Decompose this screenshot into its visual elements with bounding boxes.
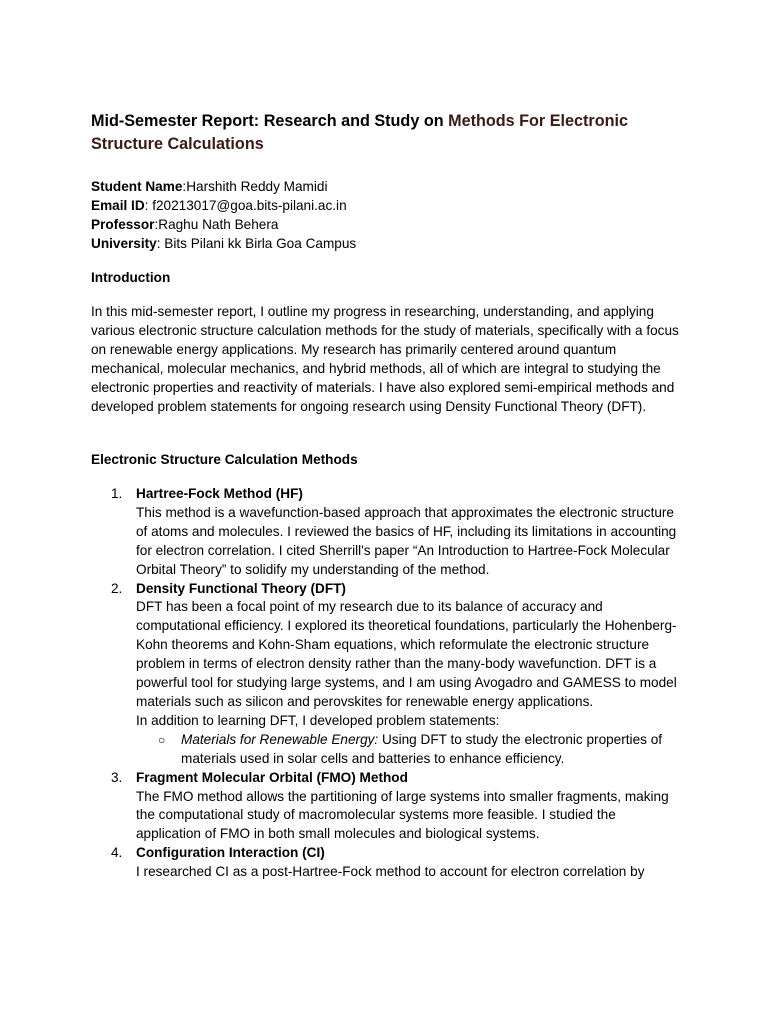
method-name: Fragment Molecular Orbital (FMO) Method <box>136 769 408 785</box>
methods-list <box>91 485 691 882</box>
method-item <box>91 580 691 769</box>
info-email: Email ID: f20213017@goa.bits-pilani.ac.in <box>91 197 347 213</box>
method-item <box>91 485 691 580</box>
method-name: Configuration Interaction (CI) <box>136 845 325 861</box>
introduction-heading: Introduction <box>91 270 171 285</box>
document-title <box>91 110 691 155</box>
sub-bullet-item <box>136 731 684 769</box>
list-number: 2. <box>111 580 123 596</box>
sub-item-text: Using DFT to study the electronic properties of materials used in solar cells and batteries to enhance efficiency. <box>181 731 663 766</box>
method-name: Density Functional Theory (DFT) <box>136 580 346 596</box>
title-accent: Methods For Electronic Structure Calculations <box>91 112 628 153</box>
student-info-block <box>91 178 711 254</box>
hollow-bullet-icon: ○ <box>158 732 166 747</box>
method-item <box>91 769 691 845</box>
method-item <box>91 844 691 882</box>
method-description: This method is a wavefunction-based approach that approximates the electronic structure of atoms and molecules. I reviewed the basics of HF, including its limitations in accounting for electron correlation. I cited Sherrill's paper “An Introduction to Hartree-Fock Molecular Orbital Theory” to solidify my understanding of the method. <box>136 504 677 577</box>
methods-heading: Electronic Structure Calculation Methods <box>91 452 358 467</box>
method-extra: In addition to learning DFT, I developed problem statements: <box>136 712 500 728</box>
list-number: 1. <box>111 486 123 501</box>
sub-item-title: Materials for Renewable Energy: <box>181 731 379 747</box>
info-student-name: Student Name:Harshith Reddy Mamidi <box>91 179 328 194</box>
title-main: Mid-Semester Report: Research and Study on <box>91 112 449 130</box>
method-description: The FMO method allows the partitioning of large systems into smaller fragments, making the computational study of macromolecular systems more feasible. I studied the application of FMO in both small molecules and biological systems. <box>136 788 669 842</box>
list-number: 3. <box>111 769 123 785</box>
info-university: University: Bits Pilani kk Birla Goa Campus <box>91 235 357 251</box>
method-name: Hartree-Fock Method (HF) <box>136 486 303 501</box>
method-description: I researched CI as a post-Hartree-Fock method to account for electron correlation by <box>136 864 645 880</box>
introduction-paragraph: In this mid-semester report, I outline my progress in researching, understanding, and applying various electronic structure calculation methods for the study of materials, specifically with a focus on renewable energy applications. My research has primarily centered around quantum mechanical, molecular mechanics, and hybrid methods, all of which are integral to studying the electronic properties and reactivity of materials. I have also explored semi-empirical methods and developed problem statements for ongoing research using Density Functional Theory (DFT). <box>91 304 679 414</box>
list-number: 4. <box>111 845 123 861</box>
method-description: DFT has been a focal point of my research due to its balance of accuracy and computational efficiency. I explored its theoretical foundations, particularly the Hohenberg-Kohn theorems and Kohn-Sham equations, which reformulate the electronic structure problem in terms of electron density rather than the many-body wavefunction. DFT is a powerful tool for studying large systems, and I am using Avogadro and GAMESS to model materials such as silicon and perovskites for renewable energy applications. <box>136 599 677 709</box>
info-professor: Professor:Raghu Nath Behera <box>91 216 279 232</box>
